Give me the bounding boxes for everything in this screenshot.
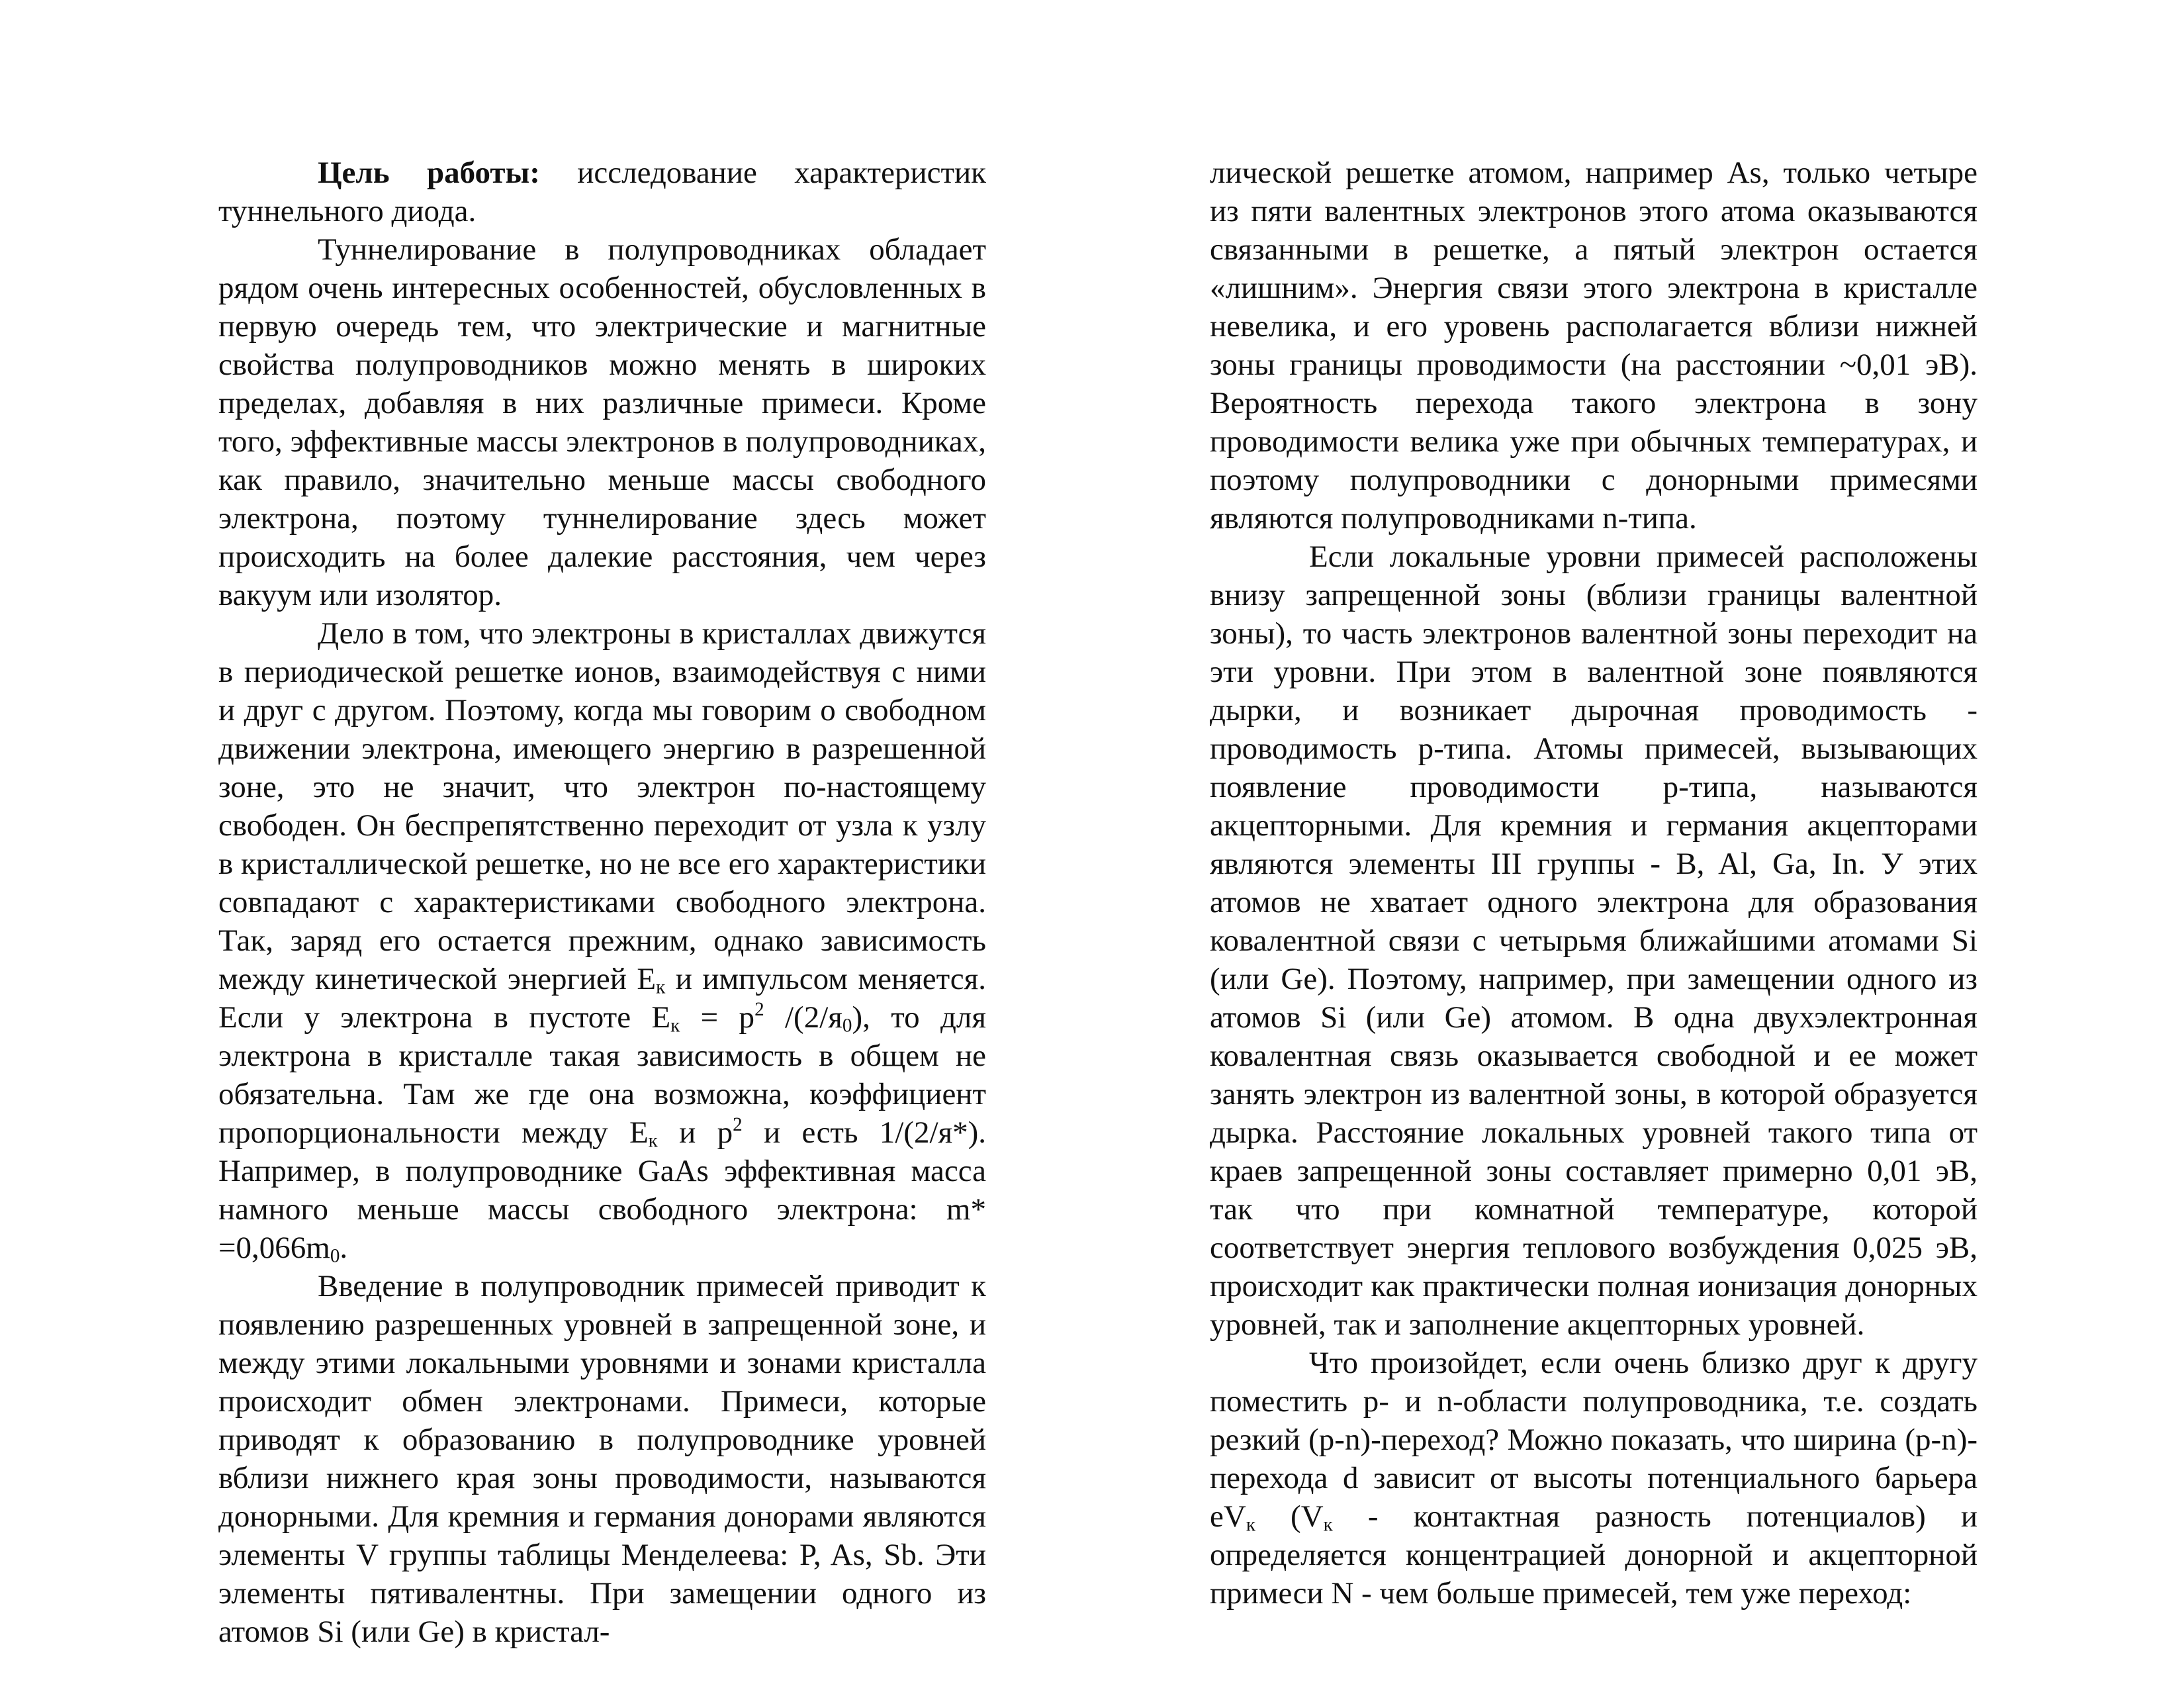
continued-paragraph: лической решетке атомом, например As, только четыре из пяти валентных электронов этого атома оказываются связанными в решетке, а пятый электрон остается «лишним». Энергия связи этого электрона в кристалле невелика, и его уровень располагается вблизи нижней зоны границы проводимости (на расстоянии ~0,01 эВ). Вероятность перехода такого электрона в зону проводимости велика уже при обычных температурах, и поэтому полупроводники с донорными примесями являются полупроводниками n-типа. [1210, 156, 1978, 536]
paragraph: Туннелирование в полупроводниках обладает рядом очень интересных особенностей, обусловленных в первую очередь тем, что электрические и магнитные свойства полупроводников можно менять в широких пределах, добавляя в них различные примеси. Кроме того, эффективные массы электронов в полупроводниках, как правило, значительно меньше массы свободного электрона, поэтому туннелирование здесь может происходить на более далекие расстояния, чем через вакуум или изолятор. [218, 232, 986, 612]
goal-paragraph [218, 154, 986, 230]
paragraph: Дело в том, что электроны в кристаллах движутся в периодической решетке ионов, взаимодействуя с ними и друг с другом. Поэтому, когда мы говорим о свободном движении электрона, имеющего энергию в разрешенной зоне, это не значит, что электрон по-настоящему свободен. Он беспрепятственно переходит от узла к узлу в кристаллической решетке, но не все его характеристики совпадают с характеристиками свободного электрона. Так, заряд его остается прежним, однако зависимость между кинетической энергией $E_к$ и импульсом меняется. Если у электрона в пустоте $E_к = p^2$ $/(2/я_0)$, то для электрона в кристалле такая зависимость в общем не обязательна. Там же где она возможна, коэффициент пропорциональности между $E_к$ и $p^2$ и есть 1/(2/я*). Например, в полупроводнике GaAs эффективная масса намного меньше массы свободного электрона: $m* =0,066m_0$. [218, 616, 987, 1267]
left-column [218, 154, 986, 1651]
goal-label: Цель работы: [318, 156, 540, 190]
goal-text: исследование характеристик туннельного диода. [218, 156, 986, 228]
paragraph: Введение в полупроводник примесей приводит к появлению разрешенных уровней в запрещенной зоне, и между этими локальными уровнями и зонами кристалла происходит обмен электронами. Примеси, которые приводят к образованию в полупроводнике уровней вблизи нижнего края зоны проводимости, называются донорными. Для кремния и германия донорами являются элементы V группы таблицы Менделеева: P, As, Sb. Эти элементы пятивалентны. При замещении одного из атомов Si (или Ge) в кристал- [218, 1269, 986, 1649]
right-column [1210, 154, 1978, 1613]
paragraph: Что произойдет, если очень близко друг к другу поместить p- и n-области полупроводника, т.е. создать резкий (p-n)-переход? Можно показать, что ширина (p-n)-перехода d зависит от высоты потенциального барьера $eV_к$ ($V_к$ - контактная разность потенциалов) и определяется концентрацией донорной и акцепторной примеси N - чем больше примесей, тем уже переход: [1210, 1346, 1978, 1611]
paragraph: Если локальные уровни примесей расположены внизу запрещенной зоны (вблизи границы валентной зоны), то часть электронов валентной зоны переходит на эти уровни. При этом в валентной зоне появляются дырки, и возникает дырочная проводимость - проводимость p-типа. Атомы примесей, вызывающих появление проводимости p-типа, называются акцепторными. Для кремния и германия акцепторами являются элементы III группы - B, Al, Ga, In. У этих атомов не хватает одного электрона для образования ковалентной связи с четырьмя ближайшими атомами Si (или Ge). Поэтому, например, при замещении одного из атомов Si (или Ge) атомом. В одна двухэлектронная ковалентная связь оказывается свободной и ее может занять электрон из валентной зоны, в которой образуется дырка. Расстояние локальных уровней такого типа от краев запрещенной зоны составляет примерно 0,01 эВ, так что при комнатной температуре, которой соответствует энергия теплового возбуждения 0,025 эВ, происходит как практически полная ионизация донорных уровней, так и заполнение акцепторных уровней. [1210, 539, 1978, 1342]
